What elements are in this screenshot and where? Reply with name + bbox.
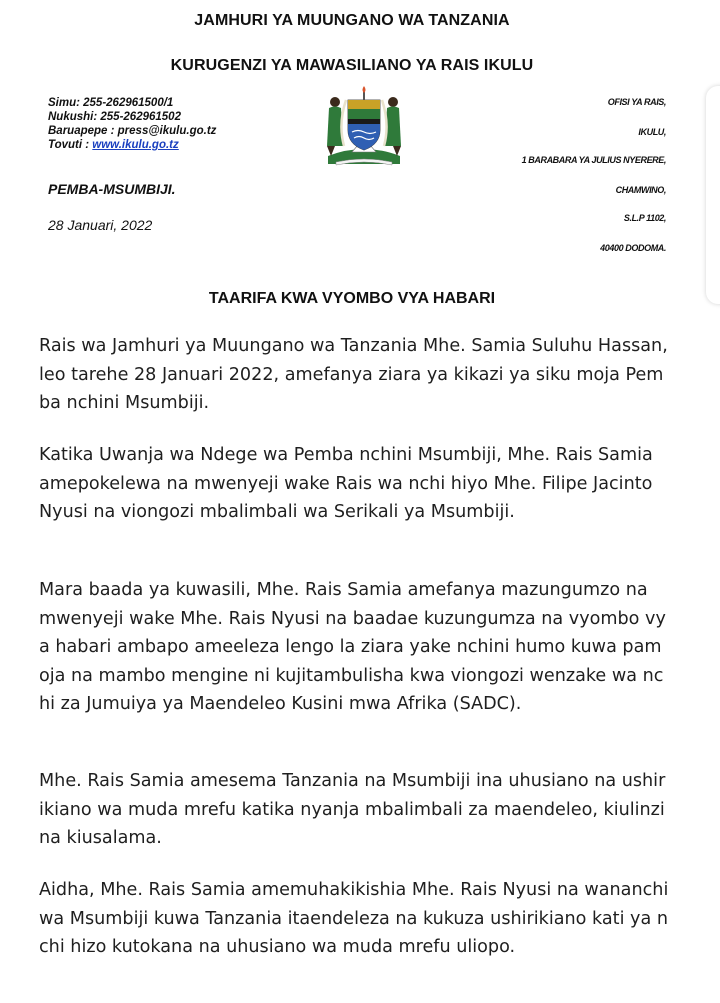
address-line: 1 BARABARA YA JULIUS NYERERE, (521, 155, 666, 165)
body-paragraph: Mara baada ya kuwasili, Mhe. Rais Samia amefanya mazungumzo na mwenyeji wake Mhe. Rais Nyusi na baadae kuzungumza na vyombo vya habari ambapo ameeleza lengo la ziara yake nchini humo kuwa pamoja na mambo mengine ni kujitambulisha kwa viongozi wenzake wa nchi za Jumuiya ya Maendeleo Kusini mwa Afrika (SADC). (39, 580, 666, 714)
dateline-place: PEMBA-MSUMBIJI. (48, 181, 176, 197)
press-release-title: TAARIFA KWA VYOMBO VYA HABARI (208, 290, 496, 307)
contact-block (48, 96, 216, 152)
address-line: OFISI YA RAIS, (607, 97, 666, 107)
body-paragraph: Mhe. Rais Samia amesema Tanzania na Msumbiji ina uhusiano na ushirikiano wa muda mrefu katika nyanja mbalimbali za maendeleo, kiulinzi na kiusalama. (39, 771, 666, 848)
address-line: S.L.P 1102, (623, 213, 666, 223)
body-paragraph: Aidha, Mhe. Rais Samia amemuhakikishia Mhe. Rais Nyusi na wananchi wa Msumbiji kuwa Tanzania itaendeleza na kukuza ushirikiano kati ya nchi hizo kutokana na uhusiano wa muda mrefu uliopo. (39, 880, 669, 957)
coat-of-arms-icon (318, 86, 410, 166)
header-line-2: KURUGENZI YA MAWASILIANO YA RAIS IKULU (170, 57, 534, 74)
body-paragraph: Katika Uwanja wa Ndege wa Pemba nchini Msumbiji, Mhe. Rais Samia amepokelewa na mwenyeji wake Rais wa nchi hiyo Mhe. Filipe Jacinto Nyusi na viongozi mbalimbali wa Serikali ya Msumbiji. (39, 445, 653, 522)
website-row (48, 138, 216, 152)
website-label: Tovuti : (48, 139, 93, 151)
address-line: 40400 DODOMA. (600, 243, 666, 253)
body-paragraph: Rais wa Jamhuri ya Muungano wa Tanzania Mhe. Samia Suluhu Hassan, leo tarehe 28 Januari 2022, amefanya ziara ya kikazi ya siku moja Pemba nchini Msumbiji. (39, 336, 668, 413)
fax-text: Nukushi: 255-262961502 (48, 111, 181, 123)
side-panel-edge (706, 86, 720, 304)
email-text: Baruapepe : press@ikulu.go.tz (48, 125, 217, 137)
website-link[interactable]: www.ikulu.go.tz (92, 139, 179, 151)
address-line: IKULU, (638, 127, 666, 137)
address-line: CHAMWINO, (615, 185, 666, 195)
phone-text: Simu: 255-262961500/1 (48, 97, 174, 109)
header-line-1: JAMHURI YA MUUNGANO WA TANZANIA (194, 12, 510, 29)
dateline-date: 28 Januari, 2022 (48, 217, 153, 233)
